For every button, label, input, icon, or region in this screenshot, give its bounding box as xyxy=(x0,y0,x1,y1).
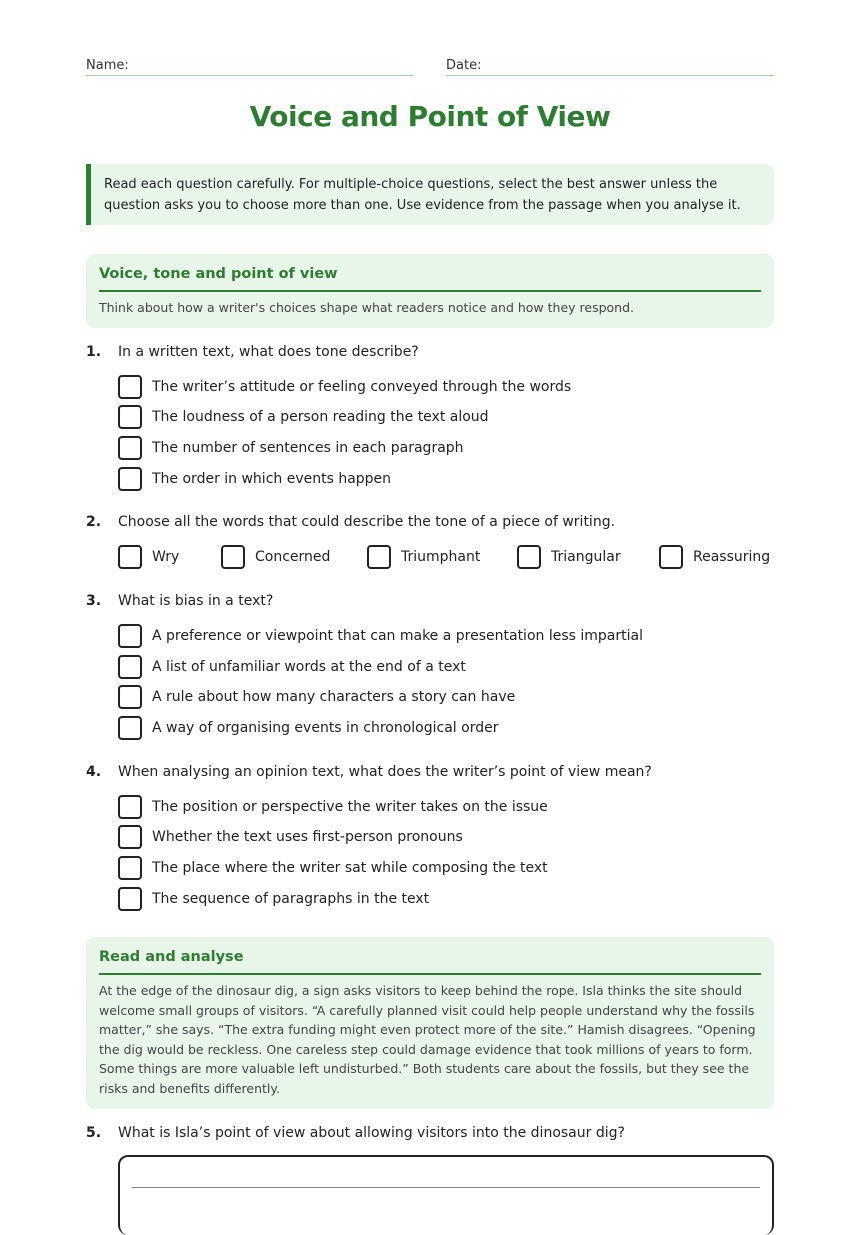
checkbox[interactable] xyxy=(118,375,142,399)
checkbox[interactable] xyxy=(118,856,142,880)
question-3 xyxy=(86,590,774,736)
question-number: 5. xyxy=(86,1125,102,1141)
option-label: A rule about how many characters a story can have xyxy=(152,689,516,705)
option-label: Concerned xyxy=(255,549,331,565)
question-4 xyxy=(86,761,774,907)
question-text: Choose all the words that could describe the tone of a piece of writing. xyxy=(118,514,616,530)
checkbox[interactable] xyxy=(118,405,142,429)
option-label: Reassuring xyxy=(693,549,771,565)
checkbox[interactable] xyxy=(118,655,142,679)
question-number: 2. xyxy=(86,514,102,530)
answer-line xyxy=(132,1187,760,1188)
section-subtitle: Think about how a writer's choices shape what readers notice and how they respond. xyxy=(99,300,634,315)
checkbox[interactable] xyxy=(118,716,142,740)
section-title: Voice, tone and point of view xyxy=(99,264,761,292)
name-field[interactable] xyxy=(86,54,414,76)
question-number: 1. xyxy=(86,344,102,360)
page-title: Voice and Point of View xyxy=(249,100,611,133)
checkbox[interactable] xyxy=(118,467,142,491)
question-text: What is Isla’s point of view about allowing visitors into the dinosaur dig? xyxy=(118,1125,625,1141)
question-text: When analysing an opinion text, what does the writer’s point of view mean? xyxy=(118,764,652,780)
checkbox[interactable] xyxy=(118,685,142,709)
date-field[interactable] xyxy=(446,54,774,76)
reading-passage: At the edge of the dinosaur dig, a sign asks visitors to keep behind the rope. Isla thinks the site should welcome small groups of visitors. “A carefully planned visit could help people understand why the fossils matter,” she says. “The extra funding might even protect more of the site.” Hamish disagrees. “Opening the dig would be reckless. One careless step could damage evidence that took millions of years to form. Some things are more valuable left undisturbed.” Both students care about the fossils, but they see the risks and benefits differently. xyxy=(99,983,756,1096)
question-5 xyxy=(86,1122,774,1144)
question-1 xyxy=(86,341,774,487)
checkbox[interactable] xyxy=(221,545,245,569)
option-label: A preference or viewpoint that can make a presentation less impartial xyxy=(152,628,643,644)
option-label: The number of sentences in each paragraph xyxy=(152,440,464,456)
checkbox[interactable] xyxy=(659,545,683,569)
option-label: The position or perspective the writer takes on the issue xyxy=(152,799,548,815)
checkbox[interactable] xyxy=(118,624,142,648)
option-label: A way of organising events in chronological order xyxy=(152,720,499,736)
date-label: Date: xyxy=(446,58,482,73)
section-voice-tone xyxy=(86,254,774,328)
question-2 xyxy=(86,511,774,565)
option-label: Triangular xyxy=(551,549,621,565)
section-read-analyse xyxy=(86,937,774,1109)
header-fields xyxy=(86,54,774,76)
option-label: Whether the text uses first-person pronouns xyxy=(152,829,463,845)
question-text: What is bias in a text? xyxy=(118,593,274,609)
section-title: Read and analyse xyxy=(99,947,761,975)
checkbox[interactable] xyxy=(118,887,142,911)
checkbox[interactable] xyxy=(367,545,391,569)
checkbox[interactable] xyxy=(118,436,142,460)
name-label: Name: xyxy=(86,58,129,73)
option-label: The order in which events happen xyxy=(152,471,392,487)
answer-box[interactable] xyxy=(118,1155,774,1235)
question-text: In a written text, what does tone describe? xyxy=(118,344,419,360)
question-number: 4. xyxy=(86,764,102,780)
checkbox[interactable] xyxy=(517,545,541,569)
option-label: The sequence of paragraphs in the text xyxy=(152,891,430,907)
option-label: The writer’s attitude or feeling conveyed through the words xyxy=(152,379,572,395)
option-label: The loudness of a person reading the text aloud xyxy=(152,409,489,425)
option-label: Triumphant xyxy=(401,549,481,565)
question-number: 3. xyxy=(86,593,102,609)
option-label: Wry xyxy=(152,549,180,565)
option-label: A list of unfamiliar words at the end of a text xyxy=(152,659,466,675)
checkbox[interactable] xyxy=(118,795,142,819)
instructions-box: Read each question carefully. For multiple-choice questions, select the best answer unless the question asks you to choose more than one. Use evidence from the passage when you analyse it. xyxy=(86,164,774,225)
checkbox[interactable] xyxy=(118,545,142,569)
checkbox[interactable] xyxy=(118,825,142,849)
option-label: The place where the writer sat while composing the text xyxy=(152,860,548,876)
